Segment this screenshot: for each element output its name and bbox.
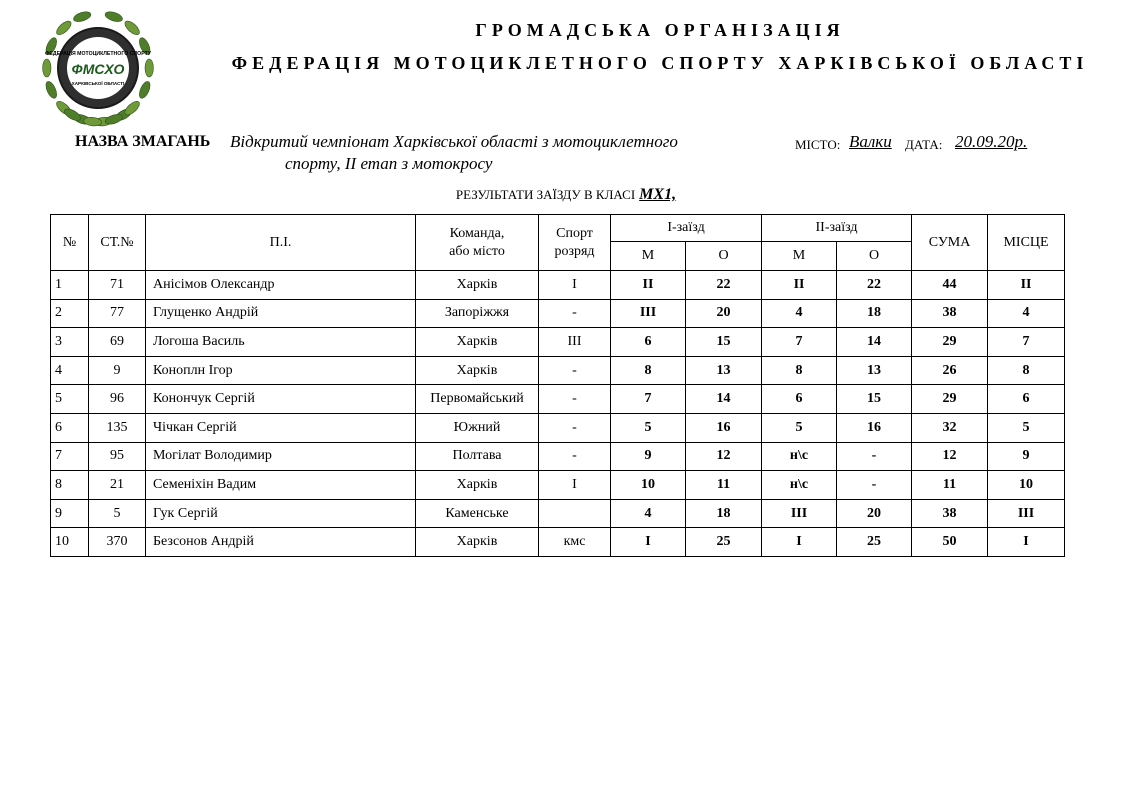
cell-race2-points: 25 — [837, 528, 912, 557]
header-start-no: СТ.№ — [89, 215, 146, 271]
cell-no: 9 — [51, 499, 89, 528]
cell-final-place: I — [988, 528, 1065, 557]
cell-sum: 38 — [912, 299, 988, 328]
org-title: ГРОМАДСЬКА ОРГАНІЗАЦІЯ — [475, 20, 845, 40]
cell-sum: 26 — [912, 356, 988, 385]
competition-name: Відкритий чемпіонат Харківської області з мотоциклетного — [230, 132, 678, 151]
cell-race2-points: 18 — [837, 299, 912, 328]
cell-start-no: 77 — [89, 299, 146, 328]
cell-rank: - — [539, 442, 611, 471]
cell-race1-points: 15 — [686, 328, 762, 357]
cell-team: Харків — [416, 328, 539, 357]
cell-race2-place: н\с — [762, 471, 837, 500]
cell-start-no: 9 — [89, 356, 146, 385]
cell-race2-place: 6 — [762, 385, 837, 414]
federation-title: ФЕДЕРАЦІЯ МОТОЦИКЛЕТНОГО СПОРТУ ХАРКІВСЬКОЇ ОБЛАСТІ — [231, 53, 1089, 73]
cell-final-place: 4 — [988, 299, 1065, 328]
cell-race2-place: 7 — [762, 328, 837, 357]
header-race2-place: М — [762, 242, 837, 271]
cell-race2-points: - — [837, 442, 912, 471]
cell-sum: 32 — [912, 413, 988, 442]
cell-name: Чічкан Сергій — [146, 413, 416, 442]
table-row — [51, 328, 1065, 357]
cell-race1-points: 22 — [686, 271, 762, 300]
logo-bottom-text: ХАРКІВСЬКОЇ ОБЛАСТІ — [71, 81, 125, 86]
cell-rank: - — [539, 356, 611, 385]
cell-start-no: 370 — [89, 528, 146, 557]
table-row — [51, 385, 1065, 414]
cell-team: Харків — [416, 471, 539, 500]
cell-race2-place: 8 — [762, 356, 837, 385]
cell-no: 3 — [51, 328, 89, 357]
cell-race1-place: 10 — [611, 471, 686, 500]
table-row — [51, 413, 1065, 442]
cell-race1-place: 6 — [611, 328, 686, 357]
header-team-line2: або місто — [449, 243, 505, 259]
header-race1: І-заїзд — [611, 215, 762, 242]
cell-name: Логоша Василь — [146, 328, 416, 357]
cell-race1-place: 5 — [611, 413, 686, 442]
cell-name: Безсонов Андрій — [146, 528, 416, 557]
cell-name: Конончук Сергій — [146, 385, 416, 414]
cell-team: Запоріжжя — [416, 299, 539, 328]
cell-name: Гук Сергій — [146, 499, 416, 528]
cell-race1-points: 20 — [686, 299, 762, 328]
table-row — [51, 499, 1065, 528]
cell-race1-place: III — [611, 299, 686, 328]
cell-sum: 44 — [912, 271, 988, 300]
cell-sum: 11 — [912, 471, 988, 500]
cell-name: Семеніхін Вадим — [146, 471, 416, 500]
cell-no: 6 — [51, 413, 89, 442]
cell-no: 10 — [51, 528, 89, 557]
cell-race2-points: 20 — [837, 499, 912, 528]
header-race2-points: О — [837, 242, 912, 271]
results-caption — [0, 186, 1132, 204]
cell-race2-points: 15 — [837, 385, 912, 414]
cell-team: Южний — [416, 413, 539, 442]
cell-race2-points: 16 — [837, 413, 912, 442]
cell-race2-place: I — [762, 528, 837, 557]
city-label: МІСТО: — [795, 137, 841, 152]
cell-race2-points: - — [837, 471, 912, 500]
cell-rank: - — [539, 413, 611, 442]
cell-race1-place: II — [611, 271, 686, 300]
cell-race1-place: 8 — [611, 356, 686, 385]
cell-race2-points: 14 — [837, 328, 912, 357]
cell-race2-points: 13 — [837, 356, 912, 385]
cell-name: Могілат Володимир — [146, 442, 416, 471]
cell-rank: І — [539, 271, 611, 300]
cell-team: Харків — [416, 356, 539, 385]
cell-no: 8 — [51, 471, 89, 500]
cell-name: Глущенко Андрій — [146, 299, 416, 328]
cell-sum: 38 — [912, 499, 988, 528]
competition-name-continued: спорту, ІІ етап з мотокросу — [285, 154, 493, 173]
cell-race2-place: II — [762, 271, 837, 300]
results-table — [50, 214, 1065, 557]
cell-sum: 50 — [912, 528, 988, 557]
header-no: № — [51, 215, 89, 271]
cell-race1-place: 9 — [611, 442, 686, 471]
header-rank-line1: Спорт — [556, 225, 593, 241]
cell-race2-place: III — [762, 499, 837, 528]
cell-race1-points: 16 — [686, 413, 762, 442]
cell-rank: І — [539, 471, 611, 500]
class-name: MX1, — [639, 186, 677, 203]
header-rank-line2: розряд — [554, 243, 595, 259]
cell-no: 1 — [51, 271, 89, 300]
date-label: ДАТА: — [905, 137, 943, 152]
cell-sum: 12 — [912, 442, 988, 471]
cell-final-place: 7 — [988, 328, 1065, 357]
table-row — [51, 356, 1065, 385]
cell-final-place: 8 — [988, 356, 1065, 385]
table-row — [51, 299, 1065, 328]
federation-logo — [28, 8, 168, 134]
cell-team: Каменське — [416, 499, 539, 528]
cell-rank: - — [539, 299, 611, 328]
cell-rank — [539, 499, 611, 528]
header-final-place: МІСЦЕ — [988, 215, 1065, 271]
cell-race1-points: 14 — [686, 385, 762, 414]
cell-rank: - — [539, 385, 611, 414]
cell-team: Первомайський — [416, 385, 539, 414]
date-value: 20.09.20р. — [955, 132, 1028, 151]
cell-race2-points: 22 — [837, 271, 912, 300]
cell-race1-points: 18 — [686, 499, 762, 528]
cell-start-no: 69 — [89, 328, 146, 357]
header-sum: СУМА — [912, 215, 988, 271]
cell-start-no: 135 — [89, 413, 146, 442]
cell-start-no: 21 — [89, 471, 146, 500]
city-value: Валки — [849, 132, 892, 151]
cell-final-place: III — [988, 499, 1065, 528]
header-name: П.І. — [146, 215, 416, 271]
table-row — [51, 442, 1065, 471]
cell-race1-place: 4 — [611, 499, 686, 528]
cell-no: 5 — [51, 385, 89, 414]
cell-start-no: 96 — [89, 385, 146, 414]
cell-team: Харків — [416, 271, 539, 300]
cell-race1-points: 25 — [686, 528, 762, 557]
header-rank — [539, 215, 611, 271]
cell-start-no: 71 — [89, 271, 146, 300]
cell-race2-place: 5 — [762, 413, 837, 442]
cell-team: Полтава — [416, 442, 539, 471]
cell-name: Коноплн Ігор — [146, 356, 416, 385]
cell-race1-points: 12 — [686, 442, 762, 471]
cell-final-place: II — [988, 271, 1065, 300]
cell-no: 4 — [51, 356, 89, 385]
cell-sum: 29 — [912, 328, 988, 357]
cell-no: 7 — [51, 442, 89, 471]
cell-race1-points: 13 — [686, 356, 762, 385]
cell-start-no: 5 — [89, 499, 146, 528]
cell-no: 2 — [51, 299, 89, 328]
cell-name: Анісімов Олександр — [146, 271, 416, 300]
table-row — [51, 528, 1065, 557]
logo-top-text: ФЕДЕРАЦІЯ МОТОЦИКЛЕТНОГО СПОРТУ — [44, 51, 152, 57]
logo-abbr: ФМСХО — [71, 61, 125, 77]
header-team — [416, 215, 539, 271]
cell-final-place: 6 — [988, 385, 1065, 414]
cell-final-place: 10 — [988, 471, 1065, 500]
cell-rank: ІІІ — [539, 328, 611, 357]
header-team-line1: Команда, — [449, 225, 505, 241]
cell-final-place: 5 — [988, 413, 1065, 442]
cell-start-no: 95 — [89, 442, 146, 471]
table-row — [51, 271, 1065, 300]
results-caption-text: РЕЗУЛЬТАТИ ЗАЇЗДУ В КЛАСІ — [455, 187, 636, 202]
cell-race2-place: 4 — [762, 299, 837, 328]
cell-race2-place: н\с — [762, 442, 837, 471]
header-race2: ІІ-заїзд — [762, 215, 912, 242]
cell-rank: кмс — [539, 528, 611, 557]
competition-label: НАЗВА ЗМАГАНЬ — [75, 133, 211, 150]
cell-race1-place: 7 — [611, 385, 686, 414]
header-race1-points: О — [686, 242, 762, 271]
table-row — [51, 471, 1065, 500]
cell-race1-place: I — [611, 528, 686, 557]
cell-team: Харків — [416, 528, 539, 557]
header-race1-place: М — [611, 242, 686, 271]
cell-final-place: 9 — [988, 442, 1065, 471]
cell-race1-points: 11 — [686, 471, 762, 500]
cell-sum: 29 — [912, 385, 988, 414]
